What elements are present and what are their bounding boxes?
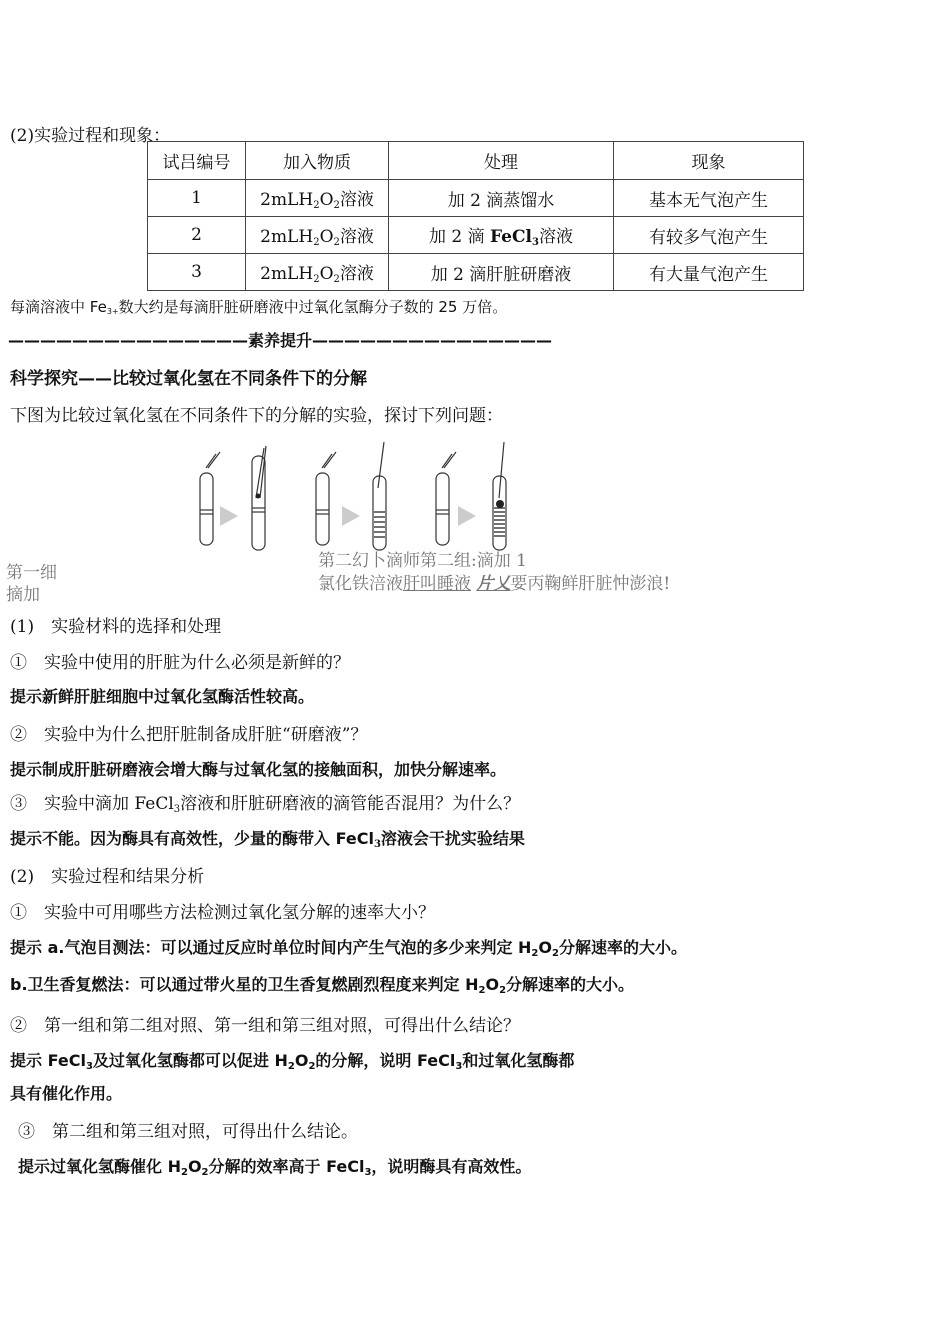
tube-no: 2 bbox=[148, 217, 246, 254]
divider-line-left: ——————————————— bbox=[8, 331, 248, 350]
tube-no: 3 bbox=[148, 254, 246, 291]
q2-answer-1a: 提示 a.气泡目测法：可以通过反应时单位时间内产生气泡的多少来判定 $H_2O_2$分解速率的大小。 bbox=[10, 938, 687, 959]
inquiry-title: 科学探究——比较过氧化氢在不同条件下的分解 bbox=[10, 369, 367, 389]
q1-item-1: ① 实验中使用的肝脏为什么必须是新鲜的？ bbox=[10, 653, 350, 673]
divider-title: 素养提升 bbox=[248, 331, 313, 350]
substance: $2mLH_2O_2$溶液 bbox=[246, 217, 389, 254]
test-tube-icon bbox=[200, 473, 213, 545]
inquiry-intro: 下图为比较过氧化氢在不同条件下的分解的实验，探讨下列问题： bbox=[10, 406, 503, 426]
header-treatment: 处理 bbox=[389, 142, 614, 180]
header-substance: 加入物质 bbox=[246, 142, 389, 180]
treatment: 加 2 滴蒸馏水 bbox=[389, 180, 614, 217]
figure-caption-left-2: 摘加 bbox=[6, 585, 40, 605]
substance: $2mLH_2O_2$溶液 bbox=[246, 254, 389, 291]
divider-line-right: ——————————————— bbox=[312, 331, 553, 350]
q2-answer-3: 提示过氧化氢酶催化 $H_2O_2$分解的效率高于 FeCl$_3$，说明酶具有高效性。 bbox=[18, 1157, 532, 1178]
figure-caption-mid-1: 第二幻卜滴师第二组:滴加 1 bbox=[318, 551, 527, 571]
section-divider bbox=[8, 328, 552, 351]
phenomenon: 有大量气泡产生 bbox=[614, 254, 804, 291]
q2-title: (2) 实验过程和结果分析 bbox=[10, 867, 205, 887]
q1-item-2: ② 实验中为什么把肝脏制备成肝脏“研磨液”？ bbox=[10, 725, 368, 745]
q2-answer-1b: b.卫生香复燃法：可以通过带火星的卫生香复燃剧烈程度来判定 $H_2O_2$分解速率的大小。 bbox=[10, 975, 635, 996]
table-header-row bbox=[148, 142, 804, 180]
table-row bbox=[148, 180, 804, 217]
arrow-icon bbox=[342, 506, 360, 526]
phenomenon: 有较多气泡产生 bbox=[614, 217, 804, 254]
q1-title: (1) 实验材料的选择和处理 bbox=[10, 617, 222, 637]
test-tube-icon bbox=[373, 476, 386, 550]
header-phenomenon: 现象 bbox=[614, 142, 804, 180]
tube-no: 1 bbox=[148, 180, 246, 217]
test-tube-icon bbox=[316, 473, 329, 545]
fe-note: 每滴溶液中 $Fe^{3+}$数大约是每滴肝脏研磨液中过氧化氢酶分子数的 25 万倍。 bbox=[10, 298, 508, 316]
q2-item-1: ① 实验中可用哪些方法检测过氧化氢分解的速率大小？ bbox=[10, 903, 435, 923]
test-tube-figure bbox=[190, 438, 530, 554]
q1-answer-3: 提示不能。因为酶具有高效性，少量的酶带入 FeCl$_3$溶液会干扰实验结果 bbox=[10, 829, 525, 850]
drop-icon bbox=[256, 494, 261, 499]
substance: $2mLH_2O_2$溶液 bbox=[246, 180, 389, 217]
arrow-icon bbox=[458, 506, 476, 526]
q1-item-3: ③ 实验中滴加 FeCl$_3$溶液和肝脏研磨液的滴管能否混用？为什么？ bbox=[10, 794, 521, 815]
q1-answer-2: 提示制成肝脏研磨液会增大酶与过氧化氢的接触面积，加快分解速率。 bbox=[10, 760, 507, 779]
table-row bbox=[148, 254, 804, 291]
q1-answer-1: 提示新鲜肝脏细胞中过氧化氢酶活性较高。 bbox=[10, 687, 315, 706]
header-tube-no: 试吕编号 bbox=[148, 142, 246, 180]
treatment: 加 2 滴 FeCl$_3$溶液 bbox=[389, 217, 614, 254]
phenomenon: 基本无气泡产生 bbox=[614, 180, 804, 217]
table-row bbox=[148, 217, 804, 254]
experiment-table bbox=[147, 141, 804, 291]
test-tube-icon bbox=[436, 473, 449, 545]
arrow-icon bbox=[220, 506, 238, 526]
q2-item-3: ③ 第二组和第三组对照，可得出什么结论。 bbox=[18, 1122, 358, 1142]
figure-caption-mid-2: 氯化铁涪液肝叫睡液 片乂要丙鞠鲜肝脏忡澎浪! bbox=[318, 574, 671, 594]
q2-answer-2: 提示 FeCl$_3$及过氧化氢酶都可以促进 $H_2O_2$的分解，说明 FeCl$_3$和过氧化氢酶都 bbox=[10, 1051, 575, 1072]
q2-answer-2-cont: 具有催化作用。 bbox=[10, 1084, 123, 1103]
figure-caption-left-1: 第一细 bbox=[6, 563, 57, 583]
q2-item-2: ② 第一组和第二组对照、第一组和第三组对照，可得出什么结论？ bbox=[10, 1016, 520, 1036]
section-heading: (2)实验过程和现象： bbox=[10, 126, 171, 146]
treatment: 加 2 滴肝脏研磨液 bbox=[389, 254, 614, 291]
liver-drop-icon bbox=[496, 500, 504, 508]
